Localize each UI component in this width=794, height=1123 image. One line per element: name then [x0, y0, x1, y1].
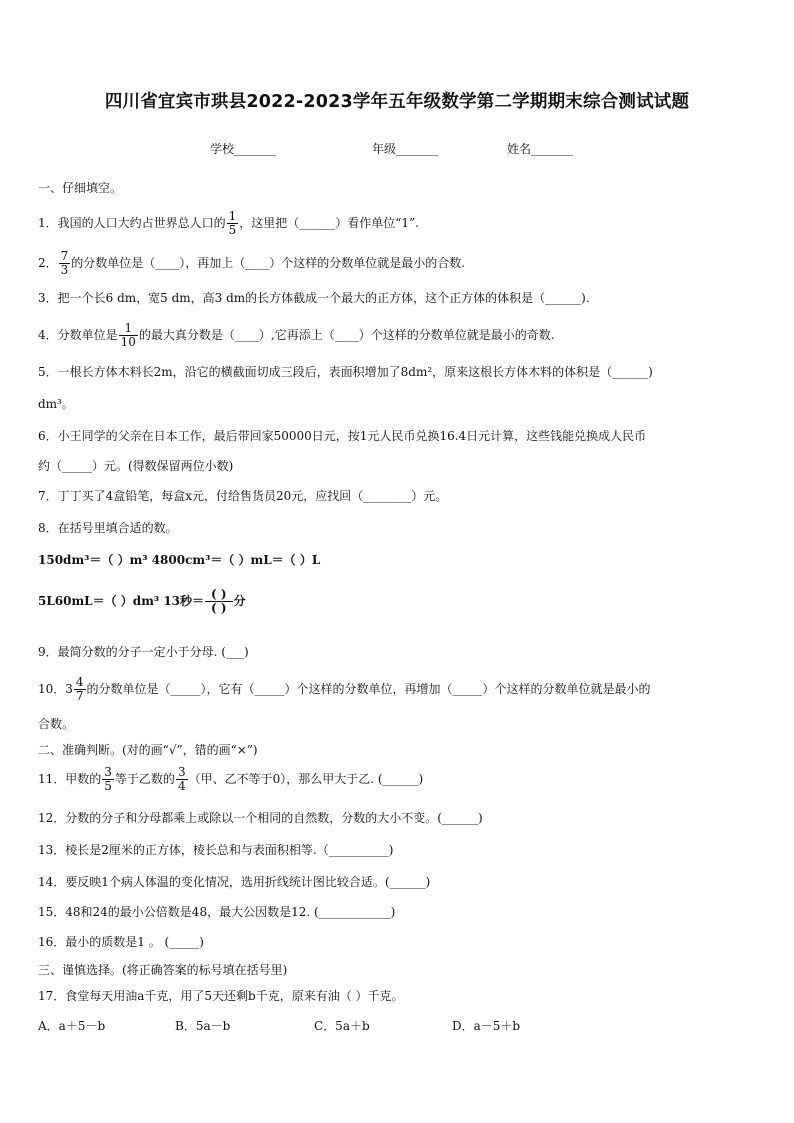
- q11-fraction-1: [102, 766, 114, 793]
- name-field: 姓名_______: [507, 142, 574, 156]
- question-8-part-b: [38, 588, 246, 615]
- question-10: [38, 676, 651, 703]
- q1-numerator: 1: [228, 209, 237, 223]
- q8b-fraction: [205, 588, 233, 615]
- q11-numerator-1: 3: [104, 765, 112, 779]
- section-3-heading: 三、谨慎选择。(将正确答案的标号填在括号里): [38, 963, 288, 977]
- question-4: [38, 322, 555, 349]
- q2-text-post: 的分数单位是（____），再加上（____）个这样的分数单位就是最小的合数.: [71, 256, 466, 270]
- q10-fraction: [74, 676, 86, 703]
- question-6-line-1: 6．小王同学的父亲在日本工作，最后带回家50000日元，按1元人民币兑换16.4日元计算，这些钱能兑换成人民币: [38, 429, 647, 443]
- grade-field: 年级_______: [372, 142, 439, 156]
- question-8-part-a: 150dm³＝（ ）m³ 4800cm³＝（ ）mL＝（ ）L: [38, 553, 321, 567]
- question-13: 13．棱长是2厘米的正方体，棱长总和与表面积相等.（__________): [38, 843, 394, 857]
- q4-numerator: 1: [124, 321, 133, 335]
- q17-option-a: A．a＋5－b: [38, 1019, 106, 1033]
- q17-option-d: D．a－5＋b: [452, 1019, 521, 1033]
- page-title: 四川省宜宾市珙县2022-2023学年五年级数学第二学期期末综合测试试题: [104, 92, 690, 112]
- question-14: 14．要反映1个病人体温的变化情况，选用折线统计图比较合适。(______): [38, 875, 431, 889]
- question-6-line-2: 约（_____）元。(得数保留两位小数): [38, 459, 234, 473]
- q2-numerator: 7: [60, 249, 69, 263]
- question-17: 17．食堂每天用油a千克，用了5天还剩b千克，原来有油（ ）千克。: [38, 989, 404, 1003]
- question-2: [38, 250, 465, 277]
- q1-text-pre: 1．我国的人口大约占世界总人口的: [38, 216, 226, 230]
- q1-text-post: ，这里把（______）看作单位“1”.: [239, 216, 420, 230]
- q8b-text-pre: 5L60mL＝（ ）dm³ 13秒＝: [38, 594, 205, 608]
- q17-option-b: B．5a－b: [175, 1019, 231, 1033]
- q2-number: 2．: [38, 256, 58, 270]
- question-7: 7．丁丁买了4盒铅笔，每盒x元，付给售货员20元，应找回（________）元。: [38, 489, 448, 503]
- question-12: 12．分数的分子和分母都乘上或除以一个相同的自然数，分数的大小不变。(______): [38, 811, 483, 825]
- question-1: [38, 210, 419, 237]
- question-5-line-1: 5．一根长方体木料长2m，沿它的横截面切成三段后，表面积增加了8dm²，原来这根长方体木料的体积是（______): [38, 365, 653, 379]
- question-8: 8．在括号里填合适的数。: [38, 521, 178, 535]
- q11-fraction-2: [176, 766, 188, 793]
- question-10-line-2: 合数。: [38, 717, 75, 731]
- q17-option-c: C．5a＋b: [314, 1019, 370, 1033]
- q11-text-pre: 11．甲数的: [38, 772, 102, 786]
- question-9: 9．最简分数的分子一定小于分母. (___): [38, 645, 249, 659]
- q4-fraction: [119, 322, 138, 349]
- q8b-denominator: ( ): [205, 601, 233, 615]
- q8b-numerator: ( ): [211, 587, 227, 601]
- q11-denominator-2: 4: [177, 779, 186, 793]
- q10-numerator: 4: [75, 675, 84, 689]
- q8b-text-post: 分: [233, 594, 246, 608]
- section-2-heading: 二、准确判断。(对的画“√”，错的画“×”): [38, 743, 258, 757]
- q10-denominator: 7: [75, 689, 84, 703]
- question-15: 15．48和24的最小公倍数是48，最大公因数是12. (____________): [38, 905, 396, 919]
- q10-text-post: 的分数单位是（_____），它有（_____）个这样的分数单位，再增加（_____）个这样的分数单位就是最小的: [86, 682, 651, 696]
- q11-numerator-2: 3: [177, 765, 186, 779]
- q4-text-pre: 4．分数单位是: [38, 328, 118, 342]
- q4-denominator: 10: [120, 335, 136, 349]
- section-1-heading: 一、仔细填空。: [38, 181, 123, 195]
- question-3: 3．把一个长6 dm，宽5 dm，高3 dm的长方体截成一个最大的正方体，这个正方体的体积是（______).: [38, 291, 590, 305]
- q10-text-pre: 10．3: [38, 682, 73, 696]
- question-11: [38, 766, 423, 793]
- q1-denominator: 5: [228, 223, 237, 237]
- school-field: 学校_______: [210, 142, 277, 156]
- question-16: 16．最小的质数是1 。 (_____): [38, 935, 204, 949]
- q11-text-mid: 等于乙数的: [114, 772, 175, 786]
- question-5-line-2: dm³。: [38, 397, 74, 411]
- q11-text-post: （甲、乙不等于0），那么甲大于乙. (______): [188, 772, 424, 786]
- q2-fraction: [59, 250, 71, 277]
- q1-fraction: [227, 210, 239, 237]
- q4-text-post: 的最大真分数是（____）,它再添上（____）个这样的分数单位就是最小的奇数.: [138, 328, 555, 342]
- q2-denominator: 3: [60, 263, 69, 277]
- q11-denominator-1: 5: [104, 779, 112, 793]
